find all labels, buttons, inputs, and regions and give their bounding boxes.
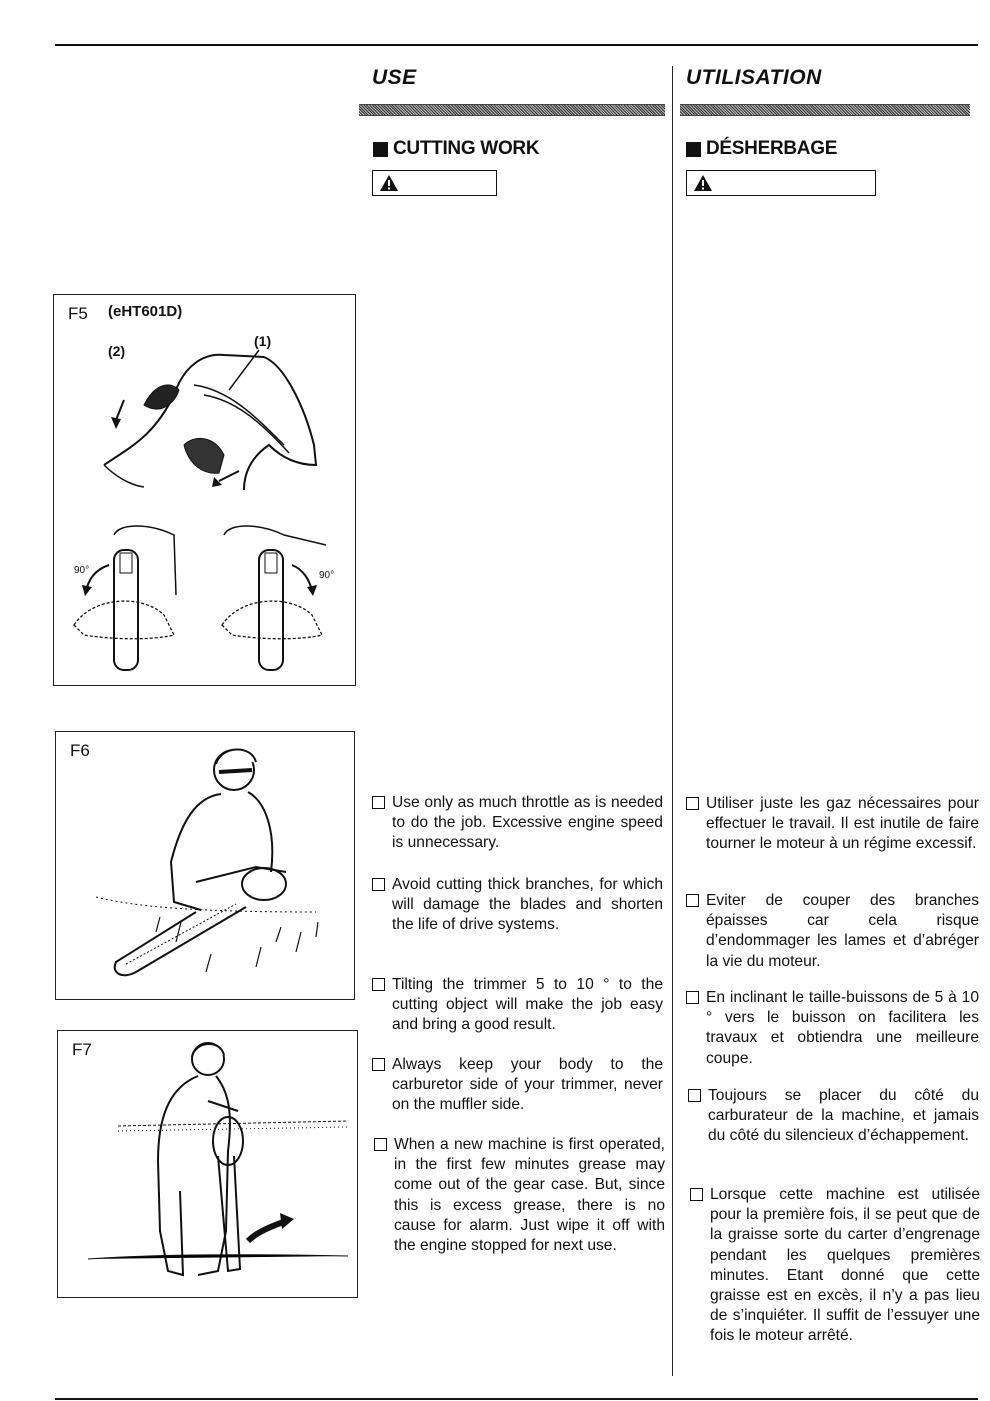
figure-f5 — [53, 294, 356, 686]
heading-utilisation: UTILISATION — [686, 66, 822, 89]
en-bullet-3-text: Tilting the trimmer 5 to 10 ° to the cutting object will make the job easy and bring a good result. — [392, 976, 663, 1034]
figure-f6 — [55, 731, 355, 1000]
fr-bullet-1-text: Utiliser juste les gaz nécessaires pour effectuer le travail. Il est inutile de faire tourner le moteur à un régime excessif. — [706, 795, 979, 853]
f5-angle-left: 90° — [74, 565, 90, 576]
en-bullet-2-text: Avoid cutting thick branches, for which will damage the blades and shorten the life of drive systems. — [392, 876, 663, 934]
f7-illustration — [58, 1031, 359, 1299]
f5-model: (eHT601D) — [108, 303, 183, 320]
fr-bullet-5-text: Lorsque cette machine est utilisée pour la première fois, il se peut que de la graisse sorte du carter d’engrenage pendant les quelques premières minutes. Etant donné que cette graisse est en excès, il n’y a pas lieu de s’inquiéter. Il suffit de l’essuyer une fois le moteur arrêté. — [710, 1186, 980, 1345]
f6-illustration — [56, 732, 356, 1001]
checkbox-icon — [688, 1089, 701, 1102]
fr-bullet-4-text: Toujours se placer du côté du carburateur de la machine, et jamais du côté du silencieux d’échappement. — [708, 1087, 979, 1145]
f5-angle-right: 90° — [319, 570, 335, 581]
warning-triangle-icon — [379, 174, 399, 192]
en-bullet-1 — [372, 793, 663, 854]
checkbox-icon — [374, 1138, 387, 1151]
section-title-en-text: CUTTING WORK — [393, 138, 540, 159]
fr-bullet-2-text: Eviter de couper des branches épaisses car cela risque d’endommager les lames et d’abréger la vie du moteur. — [706, 892, 979, 970]
en-bullet-4 — [372, 1055, 663, 1116]
en-bullet-4-text: Always keep your body to the carburetor side of your trimmer, never on the muffler side. — [392, 1056, 663, 1114]
checkbox-icon — [372, 796, 385, 809]
top-rule — [55, 44, 978, 46]
bottom-rule — [55, 1398, 978, 1400]
fr-bullet-1 — [686, 794, 979, 855]
checkbox-icon — [372, 878, 385, 891]
figure-f7 — [57, 1030, 358, 1298]
section-title-en — [373, 138, 539, 160]
en-bullet-2 — [372, 875, 663, 936]
checkbox-icon — [372, 978, 385, 991]
f5-callout-1: (1) — [254, 333, 272, 349]
warning-box-en — [372, 170, 497, 196]
en-bullet-5 — [374, 1135, 665, 1256]
en-bullet-1-text: Use only as much throttle as is needed to do the job. Excessive engine speed is unnecessary. — [392, 794, 663, 852]
warning-triangle-icon — [693, 174, 713, 192]
en-bullet-3 — [372, 975, 663, 1036]
heading-bar-en — [359, 104, 665, 116]
checkbox-icon — [686, 991, 699, 1004]
f5-callout-2: (2) — [108, 343, 126, 359]
fr-bullet-2 — [686, 891, 979, 972]
warning-box-fr — [686, 170, 876, 196]
checkbox-icon — [686, 797, 699, 810]
f5-illustration — [54, 295, 357, 687]
section-title-fr — [686, 138, 837, 160]
section-square-icon — [686, 142, 701, 157]
f6-label: F6 — [70, 741, 90, 760]
section-square-icon — [373, 142, 388, 157]
f5-label: F5 — [68, 304, 88, 323]
checkbox-icon — [690, 1188, 703, 1201]
fr-bullet-3 — [686, 988, 979, 1069]
column-divider — [672, 66, 673, 1376]
f7-label: F7 — [72, 1040, 92, 1059]
heading-use: USE — [372, 66, 417, 89]
checkbox-icon — [686, 894, 699, 907]
fr-bullet-5 — [690, 1185, 980, 1347]
section-title-fr-text: DÉSHERBAGE — [706, 138, 838, 159]
heading-bar-fr — [680, 104, 970, 116]
fr-bullet-4 — [688, 1086, 979, 1147]
fr-bullet-3-text: En inclinant le taille-buissons de 5 à 10 ° vers le buisson on facilitera les travaux et obtiendra une meilleure coupe. — [706, 989, 979, 1067]
en-bullet-5-text: When a new machine is first operated, in the first few minutes grease may come out of the gear case. But, since this is excess grease, there is no cause for alarm. Just wipe it off with the engine stopped for next use. — [394, 1136, 665, 1255]
checkbox-icon — [372, 1058, 385, 1071]
